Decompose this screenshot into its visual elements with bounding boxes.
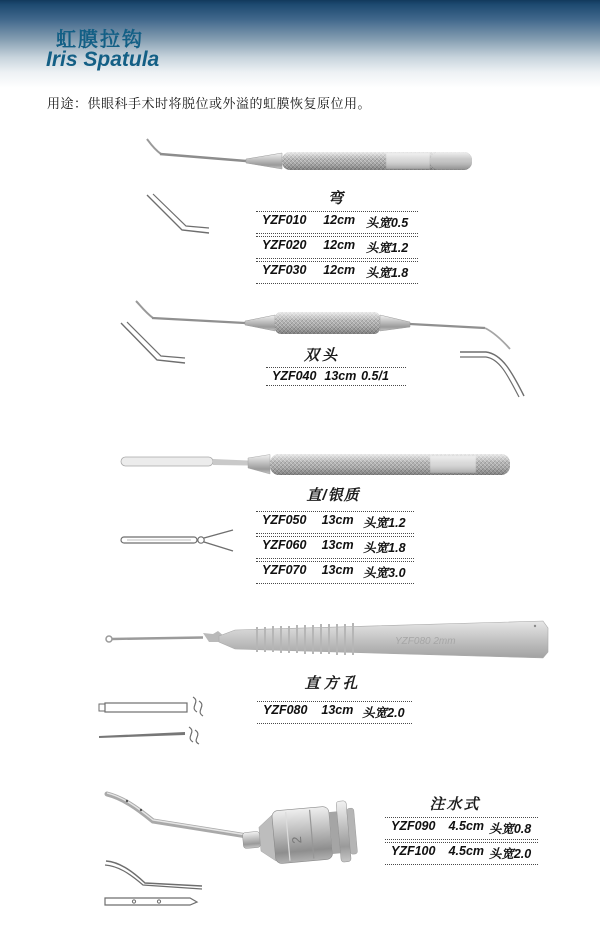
table-row: [385, 842, 538, 865]
model-code: YZF080: [263, 703, 308, 717]
table-row: [256, 511, 414, 534]
spec-value: 头宽3.0: [363, 566, 406, 580]
hub-engraving: 2: [288, 835, 305, 845]
table-row: [266, 367, 406, 386]
table-row: [256, 561, 414, 584]
length-value: 13cm: [321, 703, 354, 717]
table-row: [385, 817, 538, 840]
spec-table-double: [266, 367, 406, 386]
tip-drawing-double-left: [117, 320, 189, 372]
model-code: YZF090: [391, 819, 436, 833]
spec-value: 头宽1.2: [363, 516, 406, 530]
spec-value: 头宽0.8: [488, 822, 532, 836]
tip-drawing-thin-probe: [95, 725, 217, 745]
instrument-photo-flat: [103, 616, 550, 662]
section-label-straight: 直/银质: [306, 487, 360, 504]
instrument-photo-curved: [140, 136, 485, 181]
tip-drawing-fork: [119, 527, 237, 555]
tip-drawing-cannula-flat: [101, 894, 201, 910]
model-code: YZF060: [262, 538, 307, 552]
length-value: 13cm: [324, 369, 357, 383]
model-code: YZF050: [262, 513, 307, 527]
spec-value: 头宽0.5: [365, 216, 409, 230]
spec-value: 头宽2.0: [488, 847, 532, 861]
model-code: YZF070: [262, 563, 307, 577]
model-code: YZF040: [272, 369, 317, 383]
instrument-photo-straight: [118, 446, 513, 482]
section-label-double: 双头: [303, 347, 340, 364]
spec-value: 0.5/1: [361, 369, 389, 383]
table-row: [256, 211, 418, 234]
instrument-photo-cannula: [97, 788, 367, 866]
model-code: YZF030: [262, 263, 307, 277]
spec-value: 头宽1.8: [365, 266, 409, 280]
tip-drawing-double-right: [458, 340, 532, 398]
spec-table-straight: [256, 511, 414, 584]
page-header: [0, 0, 600, 88]
length-value: 12cm: [323, 213, 356, 227]
spec-value: 头宽1.8: [363, 541, 406, 555]
tip-drawing-curved: [143, 192, 213, 242]
table-row: [256, 536, 414, 559]
spec-table-curved: [256, 211, 418, 284]
cannula-hub: [240, 800, 358, 866]
model-code: YZF100: [391, 844, 436, 858]
length-value: 12cm: [323, 263, 356, 277]
spec-table-flat: [257, 701, 412, 724]
page-title-en: Iris Spatula: [46, 48, 160, 71]
model-code: YZF010: [262, 213, 307, 227]
tip-drawing-cannula-curved: [99, 858, 207, 890]
table-row: [256, 236, 418, 259]
section-label-curved: 弯: [327, 190, 346, 207]
spec-value: 头宽2.0: [362, 706, 405, 720]
length-value: 4.5cm: [448, 844, 485, 858]
length-value: 13cm: [321, 513, 354, 527]
length-value: 12cm: [323, 238, 356, 252]
usage-note: 用途：供眼科手术时将脱位或外溢的虹膜恢复原位用。: [47, 96, 372, 111]
page-title-zh: 虹膜拉钩: [56, 29, 144, 51]
length-value: 13cm: [321, 538, 354, 552]
table-row: [257, 701, 412, 724]
table-row: [256, 261, 418, 284]
model-code: YZF020: [262, 238, 307, 252]
spec-table-cannula: [385, 817, 538, 865]
spec-value: 头宽1.2: [365, 241, 409, 255]
handle-engraving: YZF080 2mm: [395, 636, 456, 647]
length-value: 13cm: [321, 563, 354, 577]
section-label-cannula: 注水式: [429, 796, 481, 813]
tip-drawing-square-hole: [95, 695, 217, 721]
length-value: 4.5cm: [448, 819, 485, 833]
section-label-flat: 直方孔: [304, 675, 362, 692]
